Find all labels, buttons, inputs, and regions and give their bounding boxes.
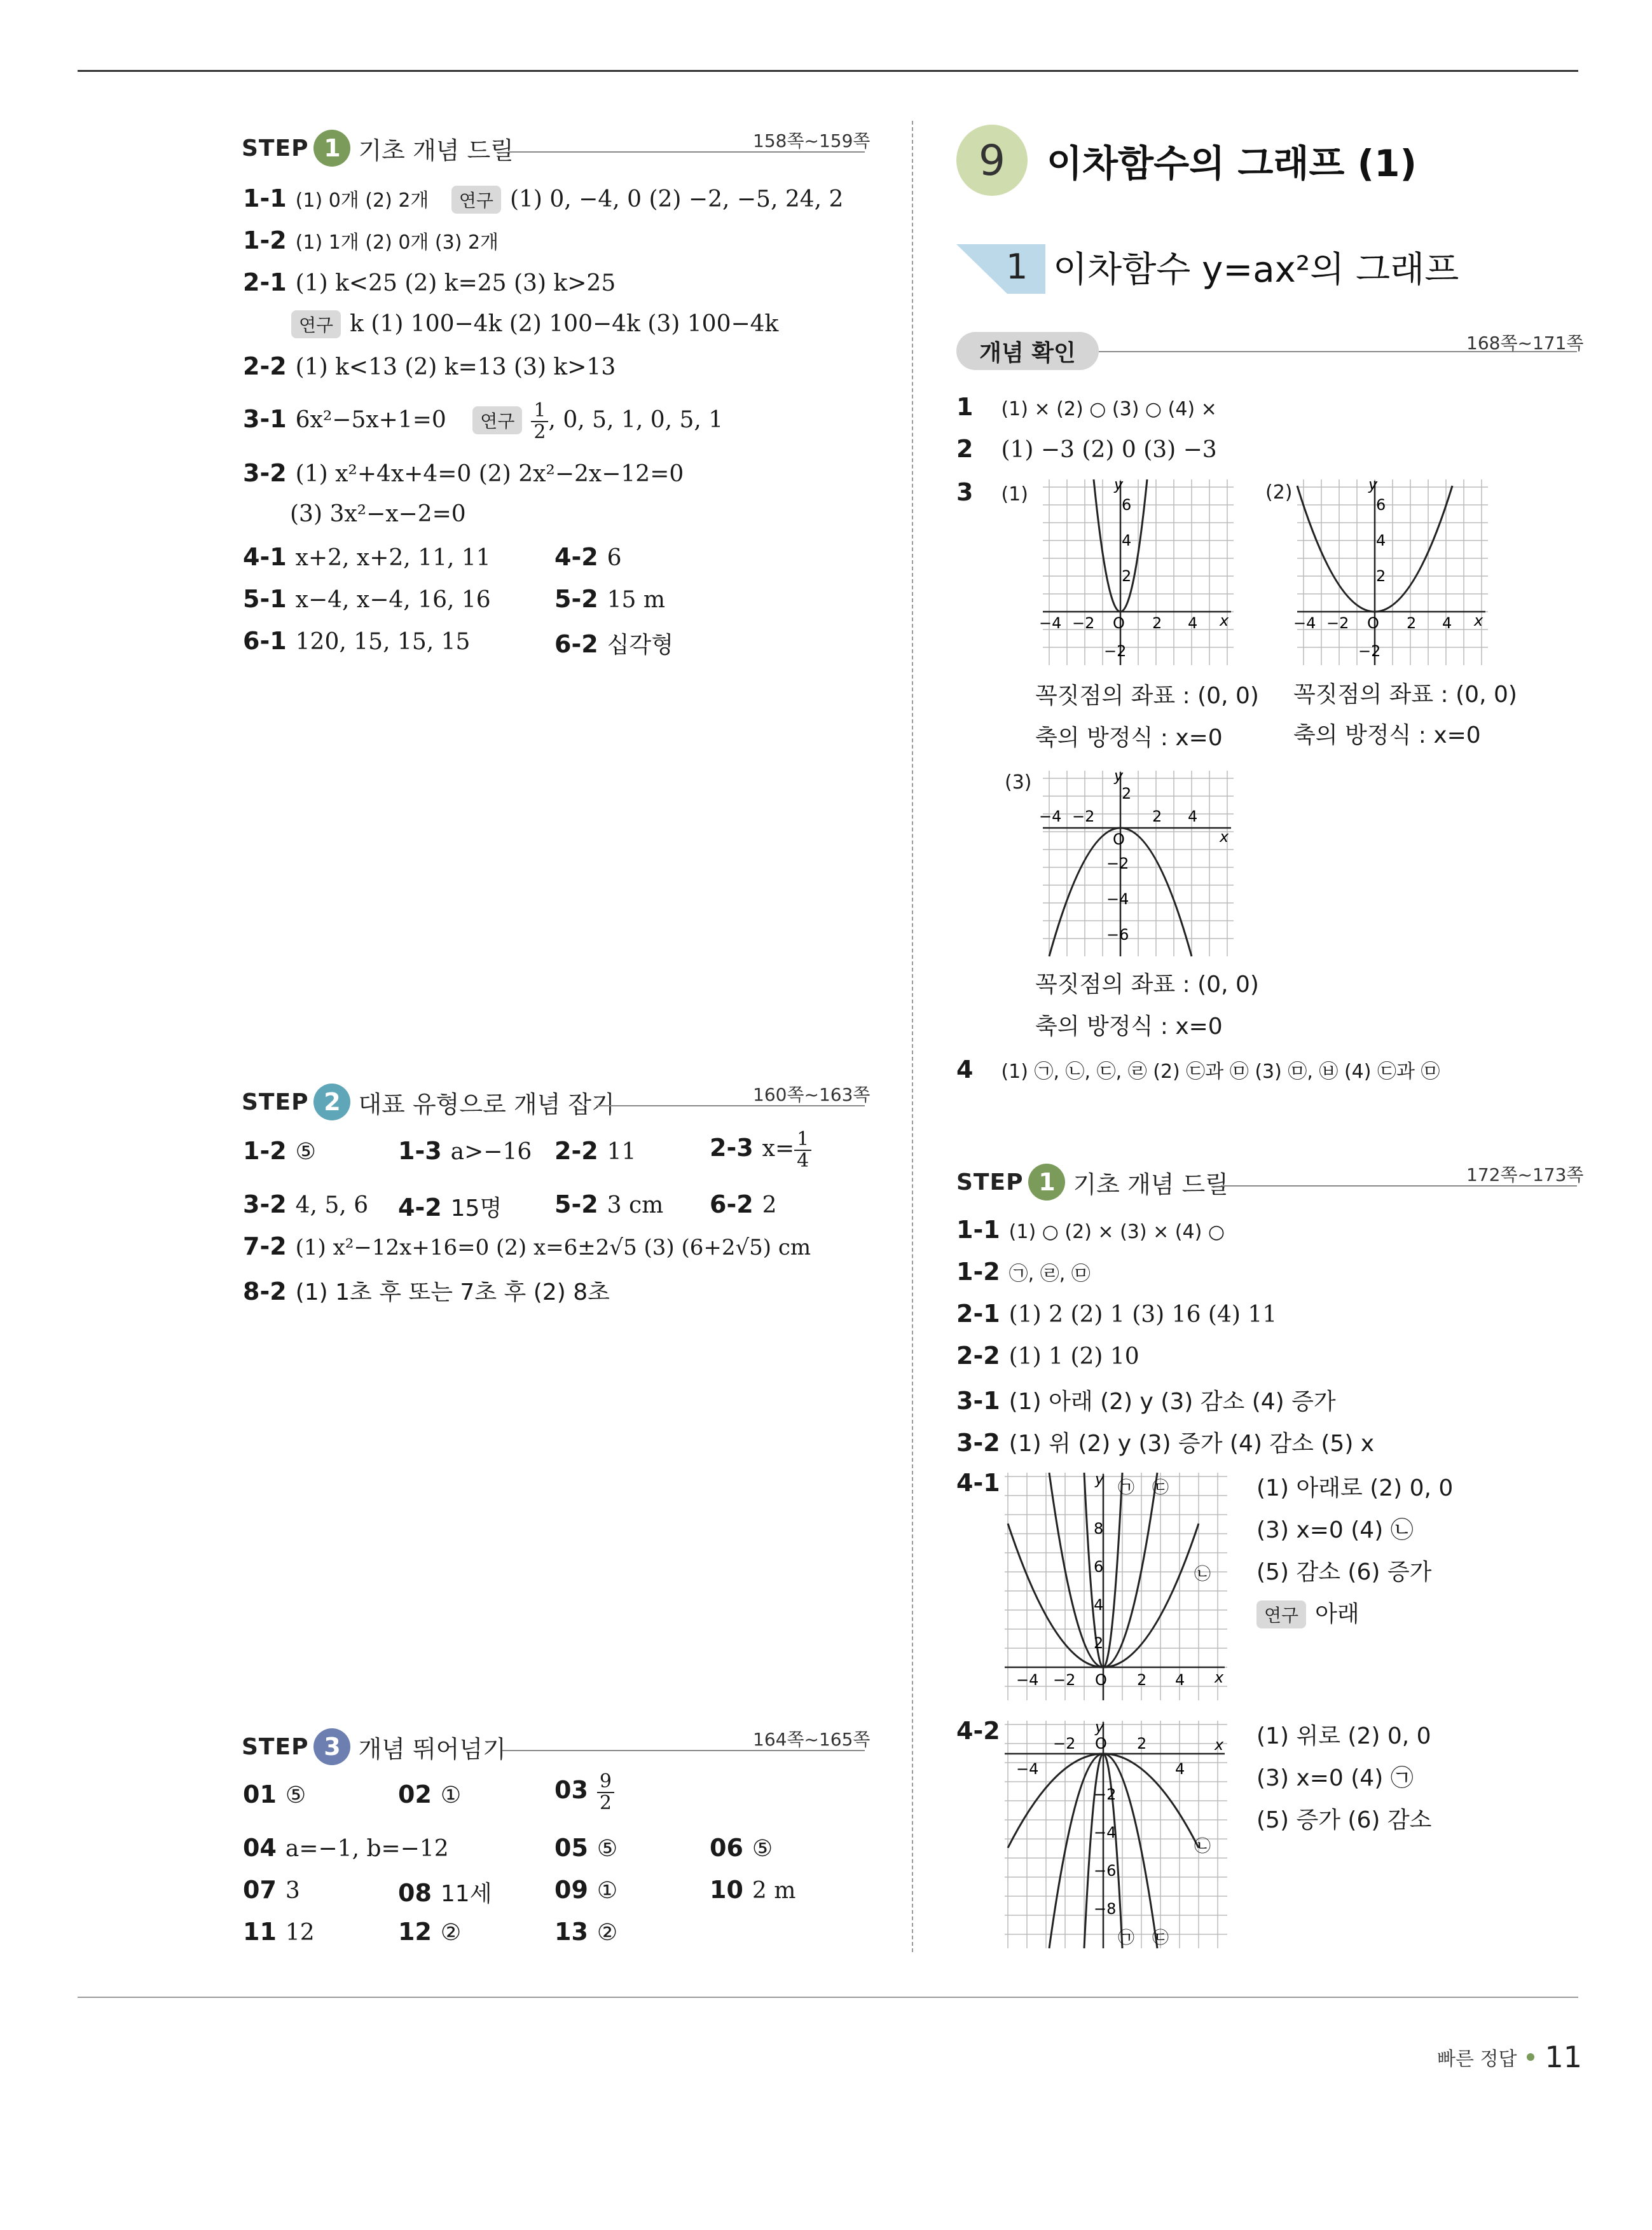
- axis-note: 축의 방정식 : x=0: [1035, 1014, 1223, 1040]
- answer-note: (5) 증가 (6) 감소: [1256, 1807, 1432, 1833]
- step-word: STEP: [242, 1089, 309, 1115]
- chapter-number: 9: [979, 135, 1005, 185]
- problem-number: 6-2: [710, 1190, 754, 1218]
- fraction: $\frac{1}{4}$: [794, 1129, 811, 1171]
- tick-label: −4: [1039, 614, 1062, 632]
- answer-text: (1) 아래 (2) y (3) 감소 (4) 증가: [1008, 1389, 1336, 1415]
- answer-row: [554, 1876, 617, 1904]
- answer-text: ㉠, ㉣, ㉤: [1008, 1263, 1091, 1285]
- tick-label: −2: [1104, 642, 1127, 660]
- tick-label: 4: [1122, 532, 1132, 549]
- tick-label: 4: [1094, 1596, 1104, 1614]
- answer-text: ②: [440, 1920, 462, 1946]
- tick-label: 2: [1137, 1671, 1147, 1689]
- problem-number: 1-2: [243, 1137, 287, 1165]
- research-tag: 연구: [291, 310, 341, 338]
- concept-check-label: 개념 확인: [979, 340, 1076, 366]
- tick-label: 2: [1122, 785, 1132, 802]
- answer-text: (1) −3 (2) 0 (3) −3: [1001, 437, 1217, 463]
- answer-text: ①: [440, 1782, 462, 1808]
- x-axis-label: x: [1474, 612, 1483, 630]
- curve-marker: ㉠: [1118, 1929, 1135, 1948]
- answer-text: x=: [762, 1136, 795, 1162]
- answer-text: (1) 0개 (2) 2개: [295, 189, 429, 212]
- y-axis-label: y: [1095, 1718, 1105, 1736]
- y-axis-label: y: [1114, 476, 1124, 493]
- curve-marker: ㉢: [1152, 1929, 1169, 1948]
- problem-number: 1-3: [398, 1137, 442, 1165]
- tick-label: −2: [1358, 642, 1381, 660]
- answer-text: (1) 0, −4, 0 (2) −2, −5, 24, 2: [509, 186, 844, 212]
- answer-text: (1) 1개 (2) 0개 (3) 2개: [295, 231, 499, 254]
- graph-3-2: [1293, 476, 1488, 665]
- answer-row: [956, 1469, 1009, 1497]
- x-axis-label: x: [1220, 612, 1229, 630]
- answer-row: [554, 1772, 614, 1814]
- tick-label: −4: [1106, 890, 1129, 908]
- grid: [1043, 479, 1234, 665]
- page-range: 158쪽~159쪽: [753, 130, 871, 151]
- problem-number: 3-1: [243, 405, 287, 433]
- tick-label: 2: [1094, 1634, 1104, 1652]
- answer-text: 11: [607, 1139, 637, 1165]
- research-tag: 연구: [451, 186, 501, 214]
- problem-number: 2-3: [710, 1134, 754, 1162]
- tick-label: −2: [1326, 614, 1349, 632]
- answer-row: [956, 1300, 1277, 1328]
- answer-text: ②: [596, 1920, 618, 1946]
- problem-number: 3-2: [243, 1190, 287, 1218]
- step-number-badge: 1: [1028, 1164, 1065, 1201]
- problem-number: 2-2: [243, 352, 287, 380]
- vertex-note: 꼭짓점의 좌표 : (0, 0): [1293, 682, 1517, 708]
- answer-row: [243, 1834, 449, 1862]
- fraction: $\frac{1}{2}$: [531, 401, 548, 443]
- tick-label: −2: [1072, 614, 1095, 632]
- section-title: 기초 개념 드릴: [1073, 1170, 1229, 1199]
- answer-row: [243, 1876, 300, 1904]
- answer-note: (5) 감소 (6) 증가: [1256, 1559, 1432, 1585]
- step2-header: [242, 1084, 615, 1120]
- grid: [1043, 771, 1234, 956]
- answer-text: 4, 5, 6: [295, 1192, 369, 1218]
- answer-text: (1): [1001, 483, 1028, 506]
- problem-number: 13: [554, 1918, 588, 1946]
- step-number-badge: 2: [313, 1084, 350, 1120]
- sub-label: (3): [1005, 771, 1032, 794]
- x-axis-label: x: [1215, 1669, 1224, 1686]
- answer-text: (1) 1초 후 또는 7초 후 (2) 8초: [295, 1279, 610, 1305]
- answer-text: 2: [762, 1192, 777, 1218]
- answer-text: a>−16: [450, 1139, 532, 1165]
- answer-text: (1) ㉠, ㉡, ㉢, ㉣ (2) ㉢과 ㉤ (3) ㉤, ㉥ (4) ㉢과 ㉤: [1001, 1061, 1440, 1083]
- step-word: STEP: [242, 135, 309, 162]
- answer-row: [956, 1216, 1229, 1244]
- problem-number: 1-1: [243, 184, 287, 212]
- page-range: 168쪽~171쪽: [1466, 333, 1584, 354]
- answer-text: 120, 15, 15, 15: [295, 629, 471, 655]
- answer-text: (1) 1 (2) 10: [1008, 1344, 1139, 1370]
- curve-marker: ㉡: [1194, 1837, 1211, 1856]
- tick-label: 2: [1137, 1735, 1147, 1752]
- subsection-number: 1: [1006, 247, 1028, 287]
- problem-number: 06: [710, 1834, 743, 1862]
- answer-row: [243, 585, 491, 613]
- top-rule: [78, 70, 1578, 72]
- problem-number: 4: [956, 1056, 974, 1084]
- answer-row: [554, 543, 622, 571]
- answer-text: 십각형: [607, 632, 673, 658]
- column-divider: [912, 121, 913, 1952]
- answer-text: (1) x²−12x+16=0 (2) x=6±2√5 (3) (6+2√5) cm: [295, 1235, 811, 1260]
- answer-text: (1) k<25 (2) k=25 (3) k>25: [295, 270, 616, 296]
- problem-number: 2: [956, 435, 974, 463]
- answer-row: [956, 435, 1217, 463]
- answer-row: [710, 1876, 795, 1904]
- origin-label: O: [1367, 614, 1379, 632]
- problem-number: 5-2: [554, 1190, 598, 1218]
- origin-label: O: [1113, 830, 1125, 848]
- answer-row: [554, 1918, 617, 1946]
- problem-number: 3: [956, 478, 974, 506]
- answer-text: a=−1, b=−12: [285, 1836, 449, 1862]
- problem-number: 8-2: [243, 1277, 287, 1305]
- tick-label: 2: [1122, 567, 1132, 585]
- tick-label: 6: [1094, 1558, 1104, 1576]
- answer-row: [554, 585, 665, 613]
- answer-row: [398, 1876, 492, 1908]
- tick-label: 4: [1175, 1760, 1185, 1778]
- answer-text: 11세: [440, 1881, 492, 1907]
- answer-text: (1) 위 (2) y (3) 증가 (4) 감소 (5) x: [1008, 1431, 1375, 1457]
- axis-note: 축의 방정식 : x=0: [1035, 725, 1223, 751]
- problem-number: 1-1: [956, 1216, 1000, 1244]
- tick-label: 4: [1188, 614, 1198, 632]
- answer-row: [243, 1137, 316, 1165]
- answer-row: [243, 401, 723, 443]
- answer-text: ⑤: [596, 1836, 618, 1862]
- tick-label: −4: [1016, 1671, 1039, 1689]
- answer-text: (1) k<13 (2) k=13 (3) k>13: [295, 354, 616, 380]
- problem-number: 2-2: [956, 1342, 1000, 1370]
- answer-row: [710, 1129, 811, 1171]
- tick-label: 2: [1376, 567, 1386, 585]
- tick-label: 4: [1376, 532, 1386, 549]
- problem-number: 03: [554, 1776, 588, 1804]
- answer-row: [956, 1258, 1094, 1286]
- answer-row: [243, 459, 684, 487]
- answer-row: [710, 1190, 777, 1218]
- x-axis-label: x: [1215, 1736, 1224, 1754]
- tick-label: 6: [1122, 496, 1132, 514]
- answer-row: [956, 478, 1032, 506]
- problem-number: 5-2: [554, 585, 598, 613]
- problem-number: 6-2: [554, 630, 598, 658]
- answer-text: (1) ○ (2) × (3) × (4) ○: [1008, 1221, 1225, 1243]
- answer-note: (3) x=0 (4) ㉡: [1256, 1517, 1414, 1543]
- answer-row: [956, 1426, 1374, 1458]
- tick-label: −2: [1053, 1735, 1076, 1752]
- answer-row: [243, 184, 843, 214]
- answer-text: 3 cm: [607, 1192, 664, 1218]
- answer-text: k (1) 100−4k (2) 100−4k (3) 100−4k: [350, 311, 779, 337]
- problem-number: 7-2: [243, 1232, 287, 1260]
- tick-label: −2: [1106, 855, 1129, 872]
- answer-text: (1) 2 (2) 1 (3) 16 (4) 11: [1008, 1302, 1277, 1328]
- answer-row: [1265, 478, 1297, 504]
- answer-text: x−4, x−4, 16, 16: [295, 587, 491, 613]
- answer-row: [956, 1384, 1336, 1416]
- y-axis-label: y: [1114, 767, 1124, 785]
- answer-row: [243, 1190, 368, 1218]
- problem-number: 07: [243, 1876, 277, 1904]
- answer-row: [554, 1190, 663, 1218]
- grid: [1297, 479, 1488, 665]
- answer-text: ⑤: [752, 1836, 773, 1862]
- footer-label: 빠른 정답: [1437, 2048, 1517, 2070]
- answer-row: [956, 393, 1221, 421]
- step1-header-right: [956, 1164, 1229, 1201]
- answer-row: [243, 352, 616, 380]
- tick-label: 2: [1152, 614, 1162, 632]
- step3-header: [242, 1728, 506, 1765]
- page-range: 172쪽~173쪽: [1466, 1164, 1584, 1185]
- answer-row: [291, 310, 778, 338]
- tick-label: −4: [1094, 1824, 1117, 1841]
- chapter-number-circle: [956, 125, 1028, 196]
- step-word: STEP: [242, 1733, 309, 1760]
- graph-4-2: [1005, 1718, 1227, 1948]
- problem-number: 4-2: [554, 543, 598, 571]
- vertex-note: 꼭짓점의 좌표 : (0, 0): [1035, 683, 1259, 709]
- problem-number: 3-1: [956, 1387, 1000, 1415]
- answer-text: , 0, 5, 1, 0, 5, 1: [548, 407, 724, 433]
- footer: [1437, 2040, 1582, 2074]
- problem-number: 1-2: [956, 1258, 1000, 1286]
- graph-4-1: [1005, 1470, 1227, 1700]
- subsection-title: 이차함수 y=ax²의 그래프: [1053, 249, 1459, 291]
- page-range: 160쪽~163쪽: [753, 1084, 871, 1105]
- answer-text: 6: [607, 545, 622, 571]
- bottom-rule: [78, 1997, 1578, 1998]
- answer-row: [398, 1918, 461, 1946]
- vertex-note: 꼭짓점의 좌표 : (0, 0): [1035, 972, 1259, 998]
- problem-number: 2-1: [956, 1300, 1000, 1328]
- origin-label: O: [1095, 1735, 1107, 1752]
- tick-label: −6: [1094, 1862, 1117, 1880]
- tick-label: −8: [1094, 1900, 1117, 1918]
- graph-3-1: [1039, 476, 1234, 665]
- tick-label: −4: [1293, 614, 1316, 632]
- problem-number: 4-2: [398, 1194, 442, 1222]
- problem-number: 5-1: [243, 585, 287, 613]
- subsection-band: [956, 244, 1045, 294]
- answer-row: [398, 1780, 461, 1808]
- answer-text: (1) × (2) ○ (3) ○ (4) ×: [1001, 398, 1217, 420]
- tick-label: 2: [1152, 808, 1162, 825]
- origin-label: O: [1113, 614, 1125, 632]
- answer-text: 15명: [450, 1195, 502, 1222]
- answer-text: (1) x²+4x+4=0 (2) 2x²−2x−12=0: [295, 461, 684, 487]
- tick-label: −2: [1053, 1671, 1076, 1689]
- tick-label: −4: [1016, 1760, 1039, 1778]
- section-title: 기초 개념 드릴: [358, 136, 514, 165]
- curve-marker: ㉢: [1152, 1478, 1169, 1497]
- answer-row: [956, 1342, 1139, 1370]
- page-range: 164쪽~165쪽: [753, 1729, 871, 1750]
- problem-number: 10: [710, 1876, 743, 1904]
- tick-label: 2: [1407, 614, 1417, 632]
- tick-label: 6: [1376, 496, 1386, 514]
- graph-3-3: [1039, 767, 1234, 956]
- answer-text: ⑤: [295, 1139, 316, 1165]
- tick-label: 4: [1188, 808, 1198, 825]
- answer-row: [554, 1137, 636, 1165]
- problem-number: 3-2: [956, 1429, 1000, 1457]
- answer-row: [243, 1780, 306, 1808]
- y-axis-label: y: [1368, 476, 1378, 493]
- problem-number: 4-1: [956, 1469, 1000, 1497]
- axis-note: 축의 방정식 : x=0: [1293, 722, 1481, 748]
- problem-number: 05: [554, 1834, 588, 1862]
- step1-header: [242, 130, 514, 167]
- section-title: 개념 뛰어넘기: [358, 1735, 506, 1763]
- answer-note: [1256, 1596, 1359, 1628]
- curve-marker: ㉠: [1118, 1478, 1135, 1497]
- tick-label: −4: [1039, 808, 1062, 825]
- problem-number: 6-1: [243, 627, 287, 655]
- chapter-title: 이차함수의 그래프 (1): [1047, 142, 1417, 185]
- answer-note: (1) 위로 (2) 0, 0: [1256, 1723, 1431, 1749]
- sub-label: (2): [1265, 481, 1293, 504]
- step-number-badge: 1: [313, 130, 350, 167]
- problem-number: 09: [554, 1876, 588, 1904]
- problem-number: 12: [398, 1918, 432, 1946]
- tick-label: 4: [1442, 614, 1452, 632]
- section-title: 대표 유형으로 개념 잡기: [358, 1090, 615, 1118]
- curve-marker: ㉡: [1194, 1565, 1211, 1584]
- problem-number: 04: [243, 1834, 277, 1862]
- answer-row: [554, 1834, 617, 1862]
- tick-label: −2: [1072, 808, 1095, 825]
- problem-number: 4-1: [243, 543, 287, 571]
- problem-number: 1-2: [243, 226, 287, 254]
- problem-number: 11: [243, 1918, 277, 1946]
- answer-text: 15 m: [607, 587, 666, 613]
- answer-row: [243, 1274, 610, 1307]
- answer-row: [243, 543, 491, 571]
- answer-row: [1005, 768, 1036, 794]
- problem-number: 3-2: [243, 459, 287, 487]
- research-tag: 연구: [1256, 1600, 1306, 1628]
- problem-number: 2-1: [243, 268, 287, 296]
- concept-check-pill: [956, 332, 1099, 370]
- answer-text: ⑤: [285, 1782, 306, 1808]
- answer-text: 아래: [1315, 1601, 1359, 1627]
- origin-label: O: [1095, 1671, 1107, 1689]
- answer-row: [243, 226, 502, 254]
- tick-label: 8: [1094, 1520, 1104, 1538]
- answer-row: [710, 1834, 773, 1862]
- answer-text: x+2, x+2, 11, 11: [295, 545, 491, 571]
- footer-dot: [1527, 2053, 1534, 2061]
- answer-row: [243, 1918, 315, 1946]
- answer-note: (1) 아래로 (2) 0, 0: [1256, 1475, 1454, 1501]
- problem-number: 08: [398, 1879, 432, 1907]
- answer-row: [956, 1717, 1009, 1745]
- answer-row: [398, 1190, 502, 1223]
- step-number-badge: 3: [313, 1728, 350, 1765]
- fraction: $\frac{9}{2}$: [597, 1772, 614, 1814]
- answer-text: (3) 3x²−x−2=0: [290, 501, 466, 527]
- tick-label: −2: [1094, 1786, 1117, 1803]
- answer-text: 2 m: [752, 1878, 796, 1904]
- answer-row: [243, 268, 616, 296]
- answer-text: 6x²−5x+1=0: [295, 407, 446, 433]
- answer-row: [398, 1137, 532, 1165]
- answer-text: 12: [285, 1920, 315, 1946]
- answer-note: (3) x=0 (4) ㉠: [1256, 1765, 1414, 1791]
- answer-row: [290, 501, 466, 527]
- tick-label: 4: [1175, 1671, 1185, 1689]
- problem-number: 01: [243, 1780, 277, 1808]
- tick-label: −6: [1106, 926, 1129, 944]
- answer-row: [956, 1056, 1444, 1084]
- step-word: STEP: [956, 1169, 1024, 1195]
- answer-row: [554, 627, 673, 659]
- problem-number: 1: [956, 393, 974, 421]
- answer-row: [243, 1232, 811, 1260]
- research-tag: 연구: [472, 406, 522, 434]
- problem-number: 4-2: [956, 1717, 1000, 1745]
- page-number: 11: [1545, 2040, 1583, 2074]
- answer-text: 3: [285, 1878, 300, 1904]
- x-axis-label: x: [1220, 828, 1229, 846]
- problem-number: 2-2: [554, 1137, 598, 1165]
- answer-row: [243, 627, 470, 655]
- y-axis-label: y: [1095, 1470, 1105, 1488]
- problem-number: 02: [398, 1780, 432, 1808]
- answer-text: ①: [596, 1878, 618, 1904]
